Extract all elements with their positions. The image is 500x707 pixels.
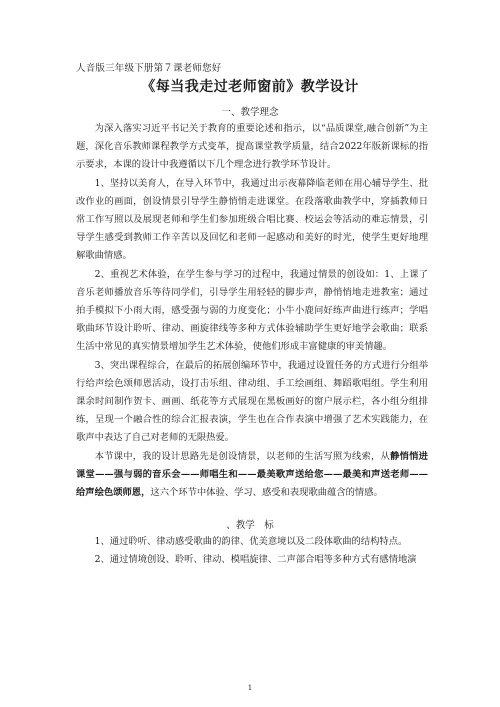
section-body-teaching-philosophy <box>76 120 428 502</box>
section-body-teaching-objectives <box>76 533 428 569</box>
summary-text-end: 这六个环节中体验、学习、感受和表现歌曲蕴含的情感。 <box>150 487 383 499</box>
paragraph: 1、坚持以美育人，在导入环节中，我通过出示夜幕降临老师在用心辅导学生、批改作业的画面，创设情景引导学生静悄悄走进课堂。在段落歌曲教学中，穿插教师日常工作写照以及展现老师和学生们参加班级合唱比赛、校运会等活动的难忘情景，引导学生感受到教师工作辛苦以及回忆和老师一起感动和美好的时光，使学生更好地理解歌曲情感。 <box>76 177 428 262</box>
paragraph: 2、重视艺术体验，在学生参与学习的过程中，我通过情景的创设如：1、上课了音乐老师播放音乐等待同学们，引导学生用轻轻的脚步声，静悄悄地走进教室；通过拍手模拟下小雨大雨，感受强与弱的力度变化；小牛小鹿问好练声曲进行练声；学唱歌曲环节设计聆听、律动、画旋律线等多种方式体验辅助学生更好地学会歌曲；联系生活中常见的真实情景增加学生艺术体验，使他们形成丰富健康的审美情趣。 <box>76 268 428 353</box>
paragraph: 3、突出课程综合，在最后的拓展创编环节中，我通过设置任务的方式进行分组举行给声绘色颂师恩活动，设打击乐组、律动组、手工绘画组、舞蹈歌唱组。学生利用课余时间制作贺卡、画画、纸花等方式展现在黑板画好的窗户展示栏，各小组分组排练，呈现一个融合性的综合汇报表演，学生也在合作表演中增强了艺术实践能力，在歌声中表达了自己对老师的无限热爱。 <box>76 359 428 444</box>
header-note: 人音版三年级下册第７课老师您好 <box>76 63 222 74</box>
section-heading-teaching-philosophy: 一、教学理念 <box>221 107 279 118</box>
summary-text: 本节课中，我的设计思路先是创设情景，以老师的生活写照为线索，从 <box>94 450 391 462</box>
paragraph: 为深入落实习近平书记关于教育的重要论述和指示，以“品质课堂,融合创新”为主题，深化音乐教师课程教学方式变革，提高课堂教学质量，结合2022年版新课标的指示要求，本课的设计中我遵循以下几个理念进行教学环节设计。 <box>76 123 428 171</box>
document-title: 《每当我走过老师窗前》教学设计 <box>141 79 359 95</box>
paragraph: 2、通过情境创设、聆听、律动、模唱旋律、二声部合唱等多种方式有感情地演 <box>94 554 417 566</box>
page-number: 1 <box>247 684 253 692</box>
section-heading-teaching-objectives: 、教学 标 <box>226 520 274 531</box>
paragraph: 1、通过聆听、律动感受歌曲的韵律、优美意境以及二段体歌曲的结构特点。 <box>94 536 408 547</box>
paragraph-summary <box>76 448 428 503</box>
summary-bold-text: 静悄悄进课堂——强与弱的音乐会——师唱生和——最美歌声送给您——最美和声送老师——给声绘色颂师恩， <box>76 450 428 499</box>
